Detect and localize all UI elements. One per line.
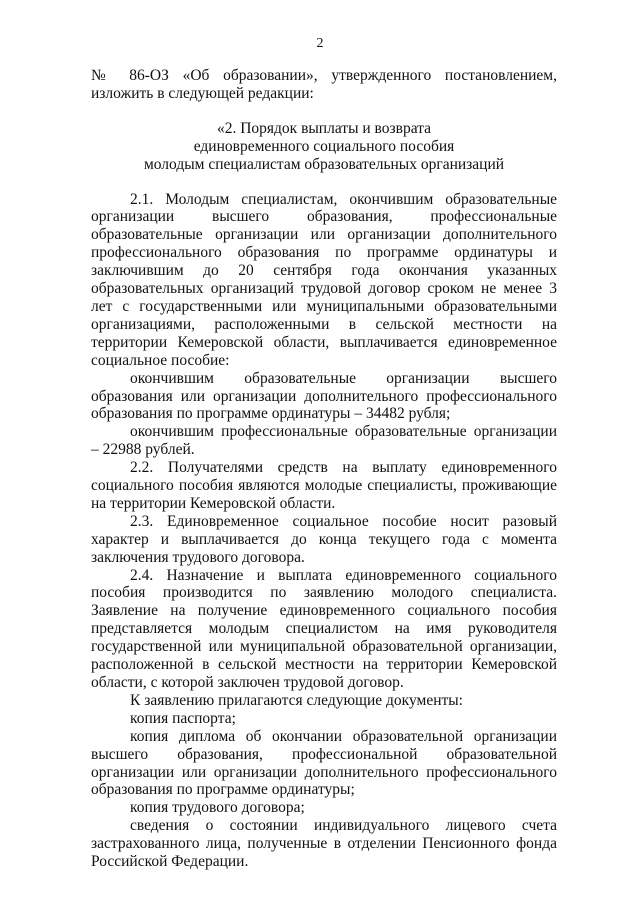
paragraph-2-4: 2.4. Назначение и выплата единовременного социального пособия производится по заявлению молодого специалиста. Заявление на получение единовременного социального пособия представляется молодым специалистом на имя руководителя государственной или муниципальной образовательной организации, расположенной в сельской местности на территории Кемеровской области, с которой заключен трудовой договор.: [91, 566, 557, 691]
list-item-employment-contract: копия трудового договора;: [130, 799, 305, 817]
section-heading: [91, 120, 557, 174]
document-body: [91, 67, 557, 871]
heading-line-3: молодым специалистам образовательных организаций: [143, 155, 505, 173]
list-item-diploma: копия диплома об окончании образовательной организации высшего образования, профессиональной образовательной организации или организации дополнительного профессионального образования по программе ординатуры;: [91, 727, 557, 799]
intro-paragraph: № 86-ОЗ «Об образовании», утвержденного постановлением, изложить в следующей редакции:: [91, 67, 557, 102]
heading-line-1: «2. Порядок выплаты и возврата: [216, 119, 432, 137]
paragraph-2-2: 2.2. Получателями средств на выплату единовременного социального пособия являются молодые специалисты, проживающие на территории Кемеровской области.: [91, 459, 557, 512]
paragraph-2-1: 2.1. Молодым специалистам, окончившим образовательные организации высшего образования, профессиональные образовательные организации или организации дополнительного профессионального образования по программе ординатуры и заключившим до 20 сентября года окончания указанных образовательных организаций трудовой договор сроком не менее 3 лет с государственными или муниципальными образовательными организациями, расположенными в сельской местности на территории Кемеровской области, выплачивается единовременное социальное пособие:: [91, 190, 557, 369]
paragraph-amount-professional: окончившим профессиональные образовательные организации – 22988 рублей.: [91, 423, 557, 459]
list-item-pension-account: сведения о состоянии индивидуального лицевого счета застрахованного лица, полученные в отделении Пенсионного фонда Российской Федерации.: [91, 817, 557, 871]
spacer: [91, 103, 557, 120]
heading-line-2: единовременного социального пособия: [193, 137, 455, 155]
list-item-passport: копия паспорта;: [130, 709, 236, 727]
page-number: 2: [316, 36, 324, 51]
paragraph-amount-higher-education: окончившим образовательные организации высшего образования или организации дополнительного профессионального образования по программе ординатуры – 34482 рубля;: [91, 369, 557, 423]
paragraph-2-3: 2.3. Единовременное социальное пособие носит разовый характер и выплачивается до конца текущего года с момента заключения трудового договора.: [91, 512, 557, 566]
documents-list-intro: К заявлению прилагаются следующие документы:: [130, 691, 463, 709]
spacer: [91, 174, 557, 191]
